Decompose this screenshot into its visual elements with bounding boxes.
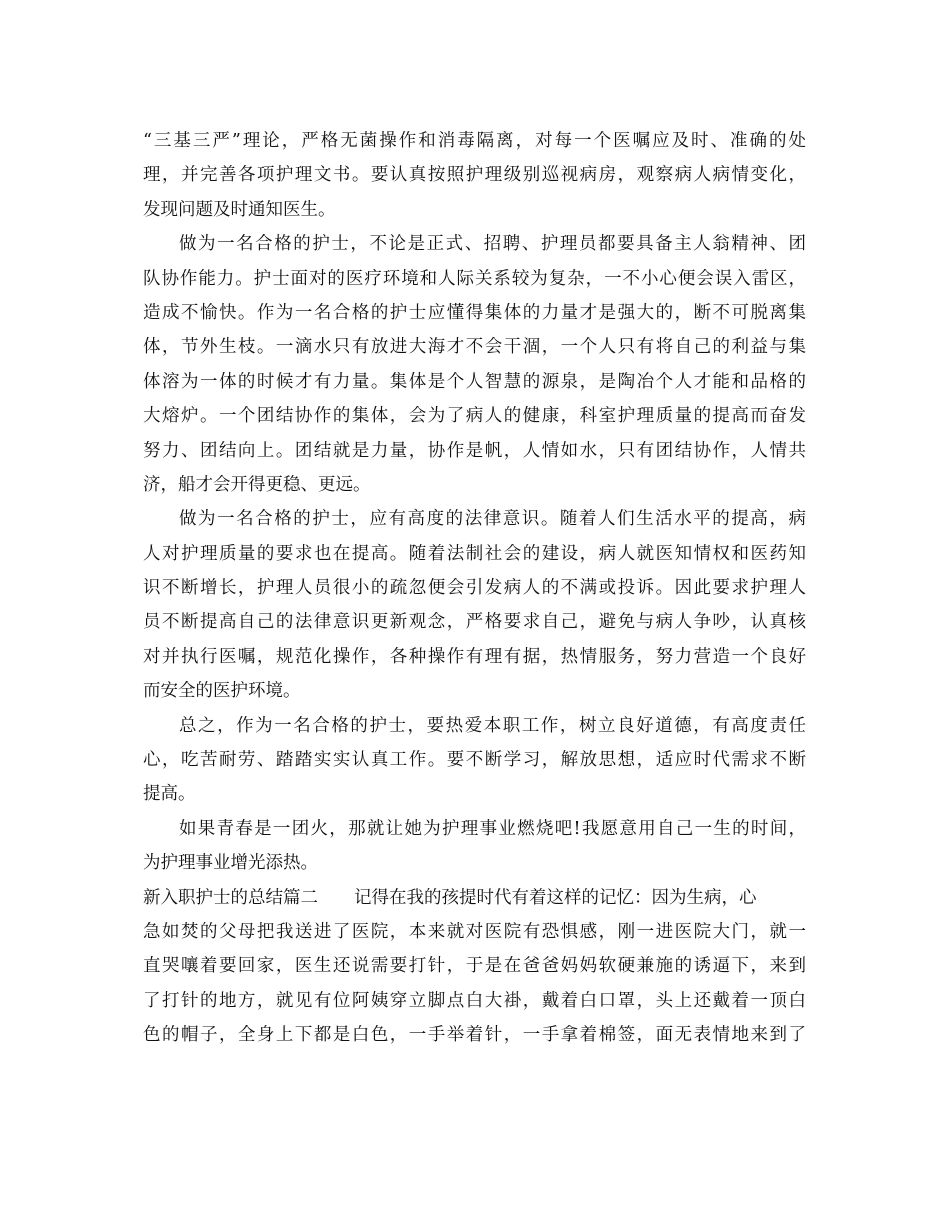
text-line: 济，船才会开得更稳、更远。 [143,474,371,495]
text-line: 发现问题及时通知医生。 [143,199,336,220]
text-line: 提高。 [143,784,196,805]
text-line: 理，并完善各项护理文书。要认真按照护理级别巡视病房，观察病人病情变化， [143,165,806,186]
text-line: 人对护理质量的要求也在提高。随着法制社会的建设，病人就医知情权和医药知 [143,543,806,564]
paragraph [143,709,806,812]
document-body [143,124,806,1053]
text-line: 直哭嚷着要回家，医生还说需要打针，于是在爸爸妈妈软硬兼施的诱逼下，来到 [143,956,806,977]
text-line: 为护理事业增光添热。 [143,853,318,874]
text-line: 造成不愉快。作为一名合格的护士应懂得集体的力量才是强大的，断不可脱离集 [143,302,806,323]
text-line: 做为一名合格的护士，不论是正式、招聘、护理员都要具备主人翁精神、团 [179,234,806,255]
paragraph [143,812,806,881]
text-line: 如果青春是一团火，那就让她为护理事业燃烧吧!我愿意用自己一生的时间， [179,818,806,839]
text-line: 体，节外生枝。一滴水只有放进大海才不会干涸，一个人只有将自己的利益与集 [143,337,806,358]
paragraph [143,502,806,708]
section-first-line-text: 记得在我的孩提时代有着这样的记忆：因为生病，心 [354,887,757,908]
section-heading: 新入职护士的总结篇二 [143,887,318,908]
text-line: 员不断提高自己的法律意识更新观念，严格要求自己，避免与病人争吵，认真核 [143,612,806,633]
text-line: 了打针的地方，就见有位阿姨穿立脚点白大褂，戴着白口罩，头上还戴着一顶白 [143,990,806,1011]
text-line: 做为一名合格的护士，应有高度的法律意识。随着人们生活水平的提高，病 [179,509,806,530]
text-line: 总之，作为一名合格的护士，要热爱本职工作，树立良好道德，有高度责任 [179,715,806,736]
section-paragraph [143,881,806,1053]
text-line: 对并执行医嘱，规范化操作，各种操作有理有据，热情服务，努力营造一个良好 [143,646,806,667]
paragraph [143,227,806,502]
text-line: 努力、团结向上。团结就是力量，协作是帆，人情如水，只有团结协作，人情共 [143,440,806,461]
text-line: 大熔炉。一个团结协作的集体，会为了病人的健康，科室护理质量的提高而奋发 [143,406,806,427]
text-line: 体溶为一体的时候才有力量。集体是个人智慧的源泉，是陶冶个人才能和品格的 [143,371,806,392]
section-heading-line [143,881,806,915]
text-line: 急如焚的父母把我送进了医院，本来就对医院有恐惧感，刚一进医院大门，就一 [143,921,806,942]
text-line: 色的帽子，全身上下都是白色，一手举着针，一手拿着棉签，面无表情地来到了 [143,1025,806,1046]
text-line: 队协作能力。护士面对的医疗环境和人际关系较为复杂，一不小心便会误入雷区， [143,268,806,289]
text-line: 心，吃苦耐劳、踏踏实实认真工作。要不断学习，解放思想，适应时代需求不断 [143,750,806,771]
text-line: 而安全的医护环境。 [143,681,301,702]
text-line: 识不断增长，护理人员很小的疏忽便会引发病人的不满或投诉。因此要求护理人 [143,578,806,599]
paragraph [143,124,806,227]
text-line: “三基三严”理论，严格无菌操作和消毒隔离，对每一个医嘱应及时、准确的处 [143,131,806,151]
